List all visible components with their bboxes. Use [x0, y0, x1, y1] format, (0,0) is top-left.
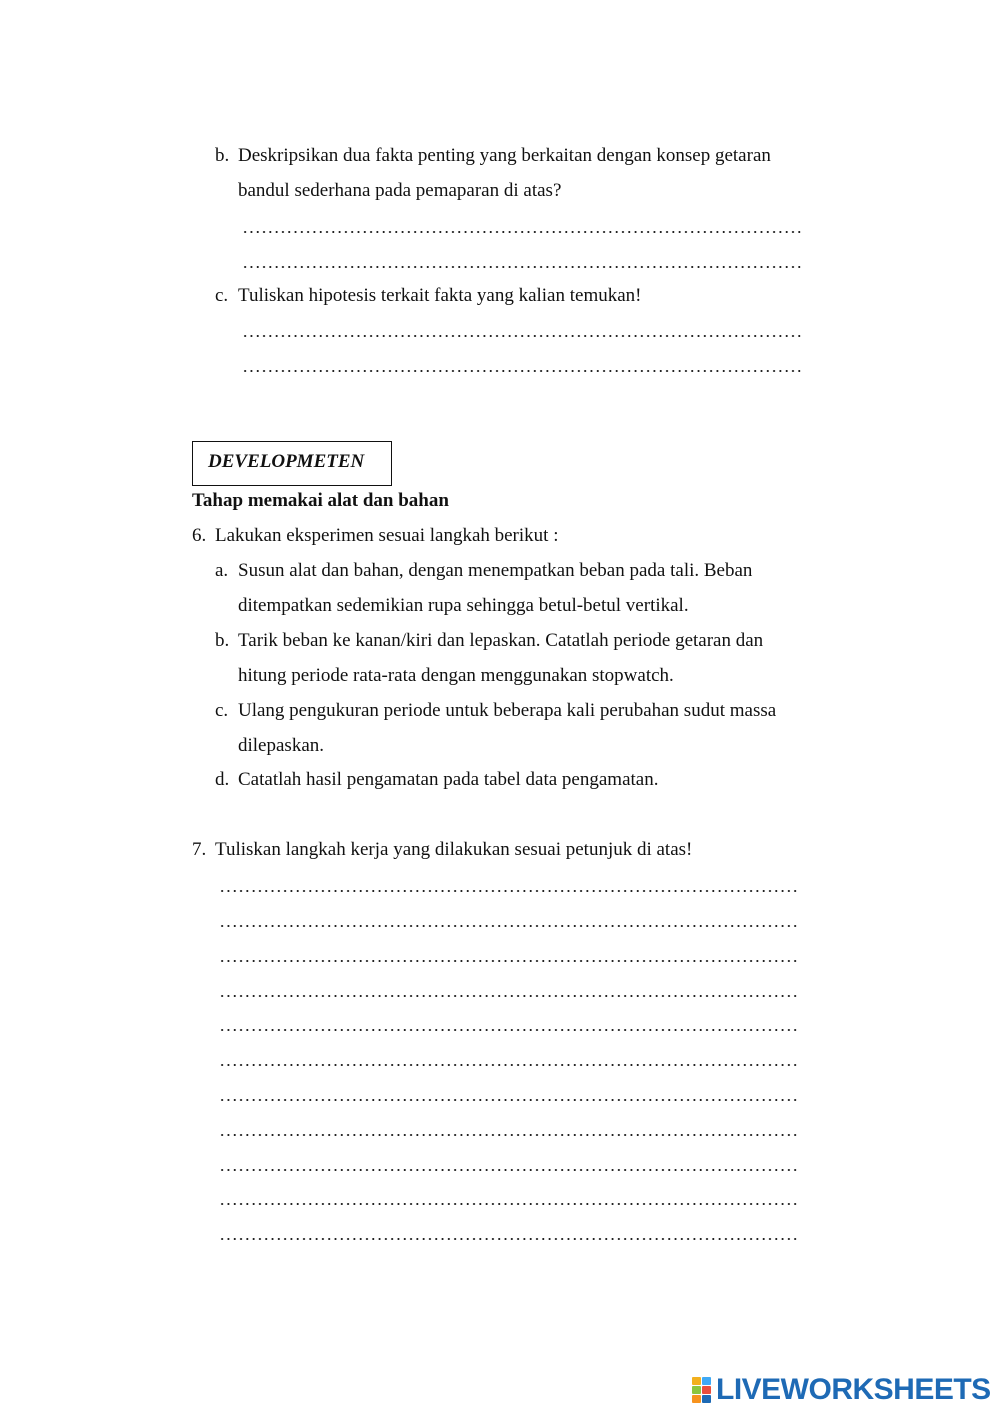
question-b-text-line1: Deskripsikan dua fakta penting yang berkaitan dengan konsep getaran	[238, 145, 771, 166]
stage-title: Tahap memakai alat dan bahan	[192, 490, 449, 511]
step-d-line1: Catatlah hasil pengamatan pada tabel data pengamatan.	[238, 769, 659, 790]
liveworksheets-logo[interactable]	[692, 1375, 991, 1405]
answer-line-c-2[interactable]	[242, 369, 802, 373]
answer-line-b-2[interactable]	[242, 265, 802, 269]
step-b-marker: b.	[215, 630, 230, 651]
answer-line-7-3[interactable]	[219, 959, 799, 963]
step-a-marker: a.	[215, 560, 229, 581]
phase-label-box	[192, 441, 392, 486]
answer-line-b-1[interactable]	[242, 230, 802, 234]
answer-line-7-11[interactable]	[219, 1237, 799, 1241]
question-c-text: Tuliskan hipotesis terkait fakta yang kalian temukan!	[238, 285, 642, 306]
question-7-text: Tuliskan langkah kerja yang dilakukan sesuai petunjuk di atas!	[215, 839, 693, 860]
question-6-text: Lakukan eksperimen sesuai langkah berikut :	[215, 525, 559, 546]
question-c-marker: c.	[215, 285, 229, 306]
answer-line-7-2[interactable]	[219, 924, 799, 928]
answer-line-7-6[interactable]	[219, 1063, 799, 1067]
liveworksheets-wordmark: LIVEWORKSHEETS	[716, 1373, 991, 1406]
answer-line-7-1[interactable]	[219, 889, 799, 893]
step-b-line1: Tarik beban ke kanan/kiri dan lepaskan. Catatlah periode getaran dan	[238, 630, 764, 651]
answer-line-7-8[interactable]	[219, 1133, 799, 1137]
question-b-marker: b.	[215, 145, 230, 166]
liveworksheets-logo-icon	[692, 1377, 712, 1403]
step-c-line1: Ulang pengukuran periode untuk beberapa kali perubahan sudut massa	[238, 700, 777, 721]
question-7-number: 7.	[192, 839, 207, 860]
step-c-marker: c.	[215, 700, 229, 721]
step-b-line2: hitung periode rata-rata dengan menggunakan stopwatch.	[238, 665, 674, 686]
question-b-text-line2: bandul sederhana pada pemaparan di atas?	[238, 180, 562, 201]
answer-line-7-7[interactable]	[219, 1098, 799, 1102]
answer-line-7-10[interactable]	[219, 1202, 799, 1206]
phase-label: DEVELOPMETEN	[208, 451, 365, 472]
answer-line-7-4[interactable]	[219, 994, 799, 998]
answer-line-7-9[interactable]	[219, 1168, 799, 1172]
step-d-marker: d.	[215, 769, 230, 790]
step-a-line2: ditempatkan sedemikian rupa sehingga betul-betul vertikal.	[238, 595, 689, 616]
step-c-line2: dilepaskan.	[238, 735, 325, 756]
answer-line-7-5[interactable]	[219, 1028, 799, 1032]
question-6-number: 6.	[192, 525, 207, 546]
answer-line-c-1[interactable]	[242, 334, 802, 338]
step-a-line1: Susun alat dan bahan, dengan menempatkan beban pada tali. Beban	[238, 560, 753, 581]
